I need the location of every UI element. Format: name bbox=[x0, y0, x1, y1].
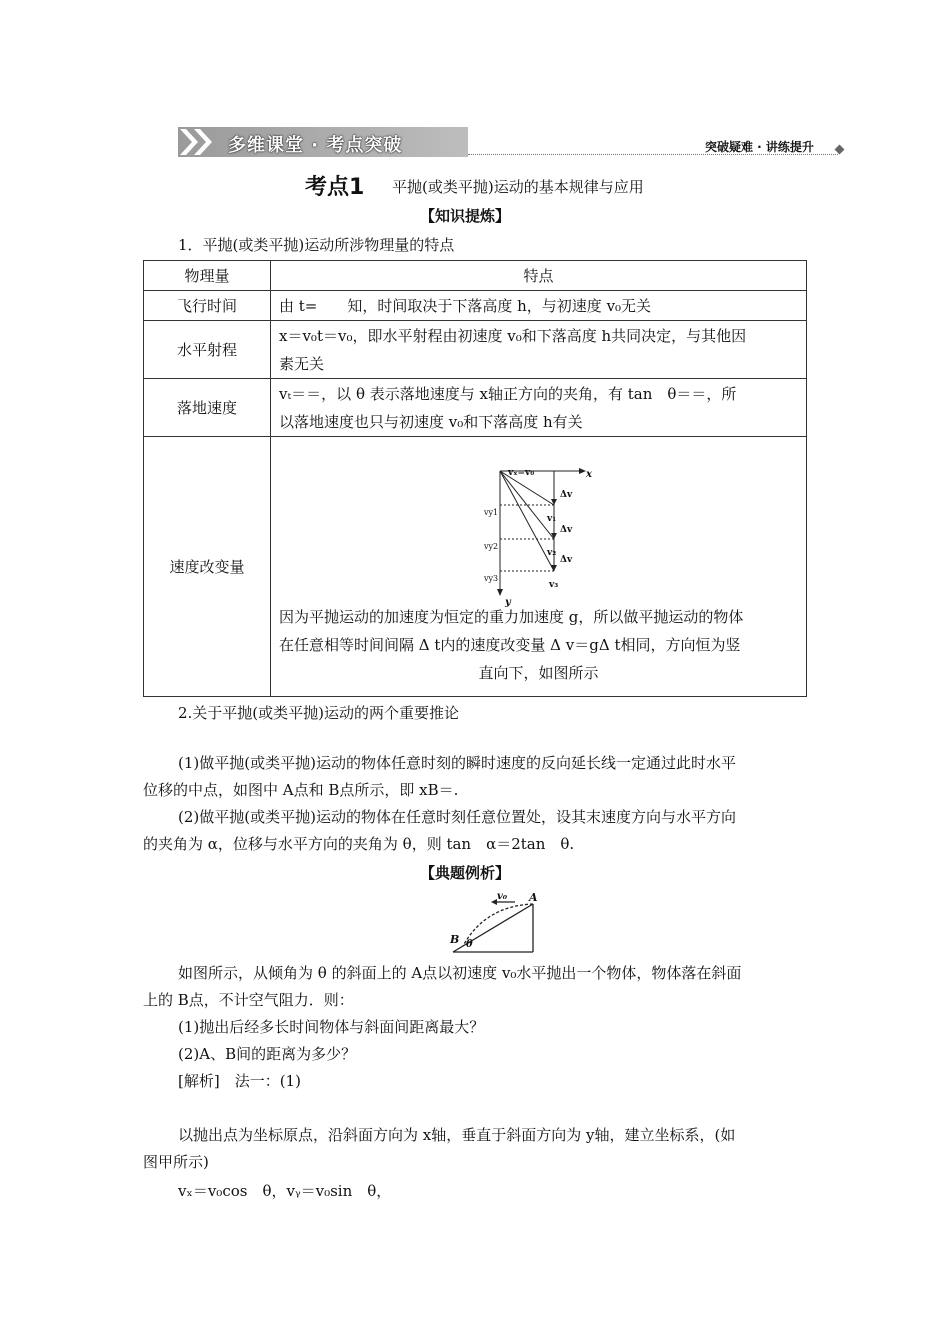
row-name: 落地速度 bbox=[144, 379, 271, 437]
label-dv: Δv bbox=[560, 525, 573, 535]
analysis-label: [解析] 法一：(1) bbox=[178, 1072, 301, 1090]
banner-title: 多维课堂 · 考点突破 bbox=[228, 135, 403, 156]
inference-p2-cont: 的夹角为 α，位移与水平方向的夹角为 θ，则 tan α＝2tan θ. bbox=[143, 835, 575, 853]
label-vy1: vy1 bbox=[484, 508, 499, 517]
knowledge-heading: 【知识提炼】 bbox=[420, 207, 511, 225]
example-heading: 【典题例析】 bbox=[420, 864, 511, 882]
velocity-change-diagram bbox=[484, 459, 594, 601]
row-desc: 由 t= 知，时间取决于下落高度 h，与初速度 v₀无关 bbox=[271, 291, 807, 321]
topic-title: 平抛(或类平抛)运动的基本规律与应用 bbox=[392, 178, 644, 196]
fig-label-A: A bbox=[529, 891, 538, 904]
inference-title: 2.关于平抛(或类平抛)运动的两个重要推论 bbox=[178, 704, 460, 722]
banner-subtitle: 突破疑难 · 讲练提升 bbox=[705, 140, 814, 154]
solution-line-1-cont: 图甲所示) bbox=[143, 1153, 209, 1171]
row-desc: 因为平抛运动的加速度为恒定的重力加速度 g，所以做平抛运动的物体 bbox=[279, 608, 744, 626]
table-row bbox=[144, 321, 807, 379]
table-header-quantity: 物理量 bbox=[144, 261, 271, 291]
table-row bbox=[144, 291, 807, 321]
table-header-feature: 特点 bbox=[271, 261, 807, 291]
fig-label-v0: v₀ bbox=[497, 891, 508, 902]
velocity-change-figure-area bbox=[279, 437, 798, 608]
inference-p1: (1)做平抛(或类平抛)运动的物体任意时刻的瞬时速度的反向延长线一定通过此时水平 bbox=[178, 754, 736, 772]
label-v2: v₂ bbox=[547, 548, 557, 558]
knowledge-item-1: 1．平抛(或类平抛)运动所涉物理量的特点 bbox=[178, 236, 455, 254]
table-row bbox=[144, 379, 807, 437]
row-name: 飞行时间 bbox=[144, 291, 271, 321]
label-y-axis: y bbox=[505, 597, 511, 608]
row-name: 水平射程 bbox=[144, 321, 271, 379]
fig-label-B: B bbox=[450, 933, 460, 946]
row-desc: 在任意相等时间间隔 Δ t内的速度改变量 Δ v＝gΔ t相同，方向恒为竖 bbox=[279, 636, 741, 654]
label-vy2: vy2 bbox=[484, 542, 499, 551]
label-v3: v₃ bbox=[549, 580, 559, 590]
question-text-cont: 上的 B点，不计空气阻力．则： bbox=[143, 991, 354, 1009]
label-v1: v₁ bbox=[547, 514, 557, 524]
row-desc: vₜ＝＝，以 θ 表示落地速度与 x轴正方向的夹角，有 tan θ＝＝，所 bbox=[279, 384, 737, 403]
solution-line-1: 以抛出点为坐标原点，沿斜面方向为 x轴，垂直于斜面方向为 y轴，建立坐标系，(如 bbox=[178, 1126, 736, 1144]
question-text: 如图所示，从倾角为 θ 的斜面上的 A点以初速度 v₀水平抛出一个物体，物体落在斜面 bbox=[178, 964, 742, 982]
row-desc: 直向下，如图所示 bbox=[478, 664, 599, 682]
topic-label: 考点1 bbox=[305, 175, 365, 200]
quantity-table bbox=[143, 260, 807, 697]
diamond-icon bbox=[835, 145, 845, 155]
label-vx: vₓ=v₀ bbox=[508, 468, 535, 478]
inference-p1-cont: 位移的中点，如图中 A点和 B点所示，即 xB＝. bbox=[143, 781, 459, 799]
row-desc: 以落地速度也只与初速度 v₀和下落高度 h有关 bbox=[279, 412, 583, 431]
label-dv: Δv bbox=[560, 490, 573, 500]
fig-label-theta: θ bbox=[466, 939, 473, 950]
inference-p2: (2)做平抛(或类平抛)运动的物体在任意时刻任意位置处，设其末速度方向与水平方向 bbox=[178, 808, 736, 826]
row-desc: x＝v₀t＝v₀，即水平射程由初速度 v₀和下落高度 h共同决定，与其他因 bbox=[279, 326, 747, 345]
row-desc: 素无关 bbox=[279, 354, 325, 373]
solution-line-2: vₓ＝v₀cos θ，vᵧ＝v₀sin θ， bbox=[178, 1182, 392, 1200]
label-vy3: vy3 bbox=[484, 574, 499, 583]
incline-diagram bbox=[445, 890, 540, 958]
label-dv: Δv bbox=[560, 555, 573, 565]
table-row bbox=[144, 437, 807, 697]
row-name: 速度改变量 bbox=[144, 437, 271, 697]
label-x-axis: x bbox=[586, 469, 592, 480]
question-1: (1)抛出后经多长时间物体与斜面间距离最大？ bbox=[178, 1018, 485, 1036]
question-2: (2)A、B间的距离为多少？ bbox=[178, 1045, 357, 1063]
